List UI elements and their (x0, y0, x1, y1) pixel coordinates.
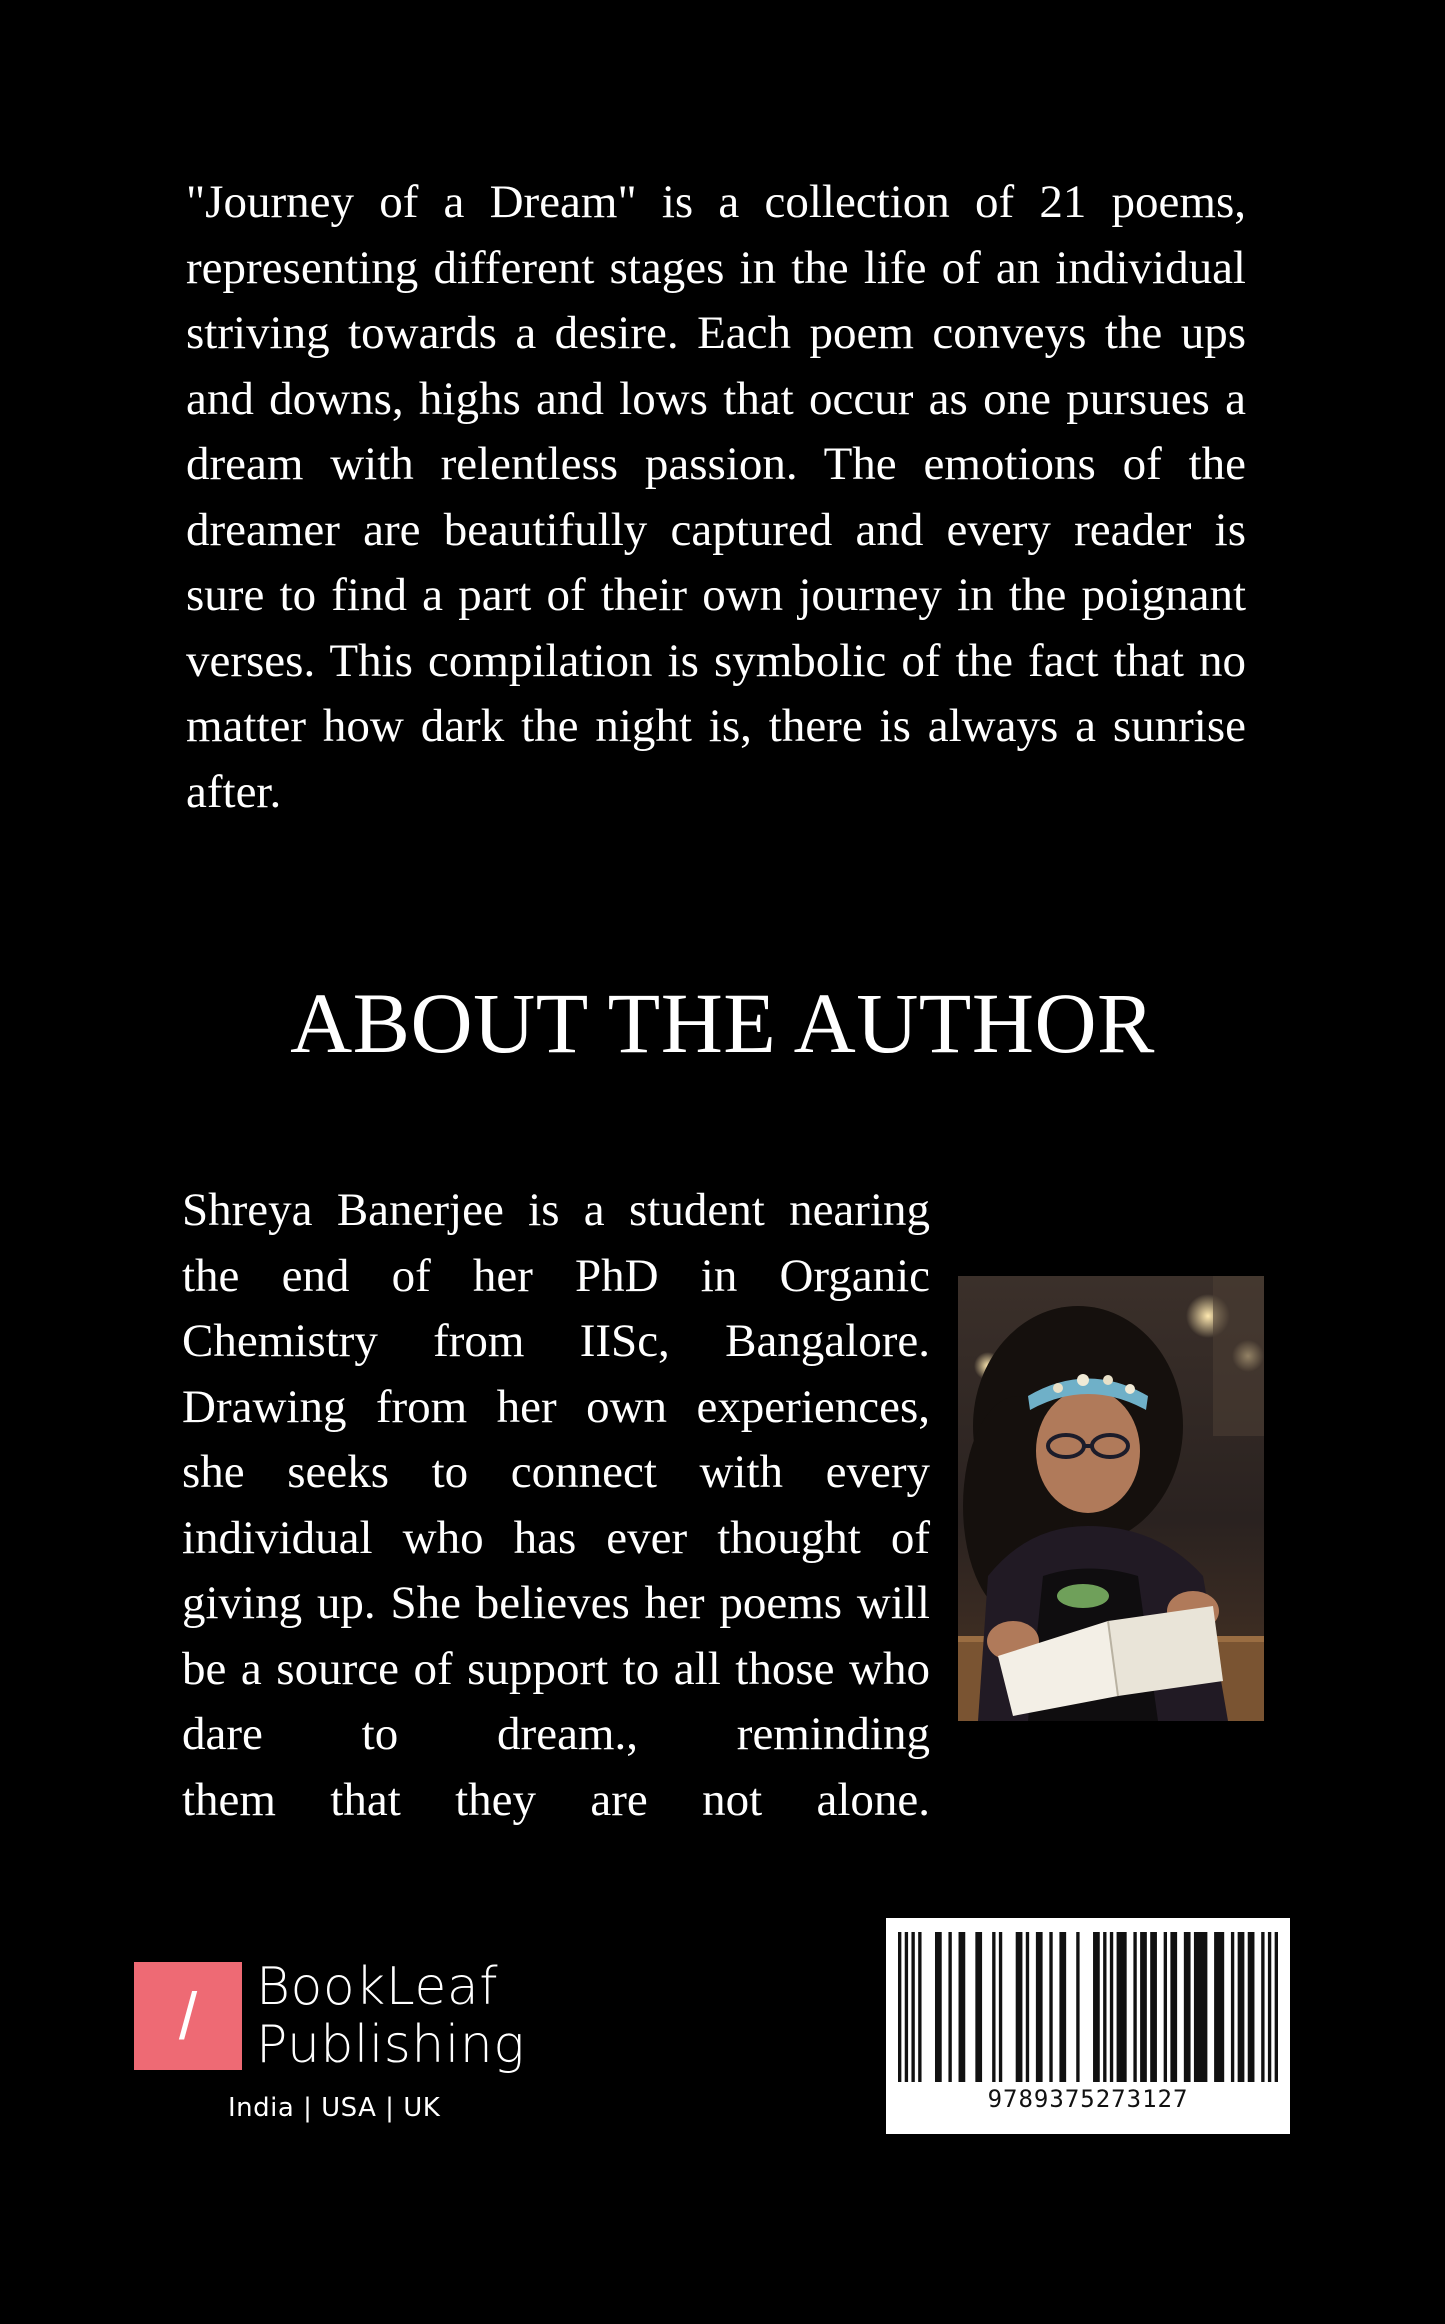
barcode-bar (999, 1932, 1002, 2082)
barcode-bar (911, 1932, 914, 2082)
isbn-number: 9789375273127 (987, 2085, 1189, 2113)
barcode-bar (1140, 1932, 1147, 2082)
barcode-bar (1016, 1932, 1023, 2082)
barcode-bar (1110, 1932, 1113, 2082)
barcode-bar (1093, 1932, 1100, 2082)
publisher-name-line1: BookLeaf (256, 1957, 499, 2017)
barcode-bar (1164, 1932, 1167, 2082)
barcode-bar (1268, 1932, 1271, 2082)
barcode-bar (1231, 1932, 1234, 2082)
barcode-bar (1248, 1932, 1255, 2082)
barcode-bar (1103, 1932, 1106, 2082)
barcode-bar (905, 1932, 908, 2082)
barcode-bar (1275, 1932, 1278, 2082)
author-bio (182, 1178, 930, 1833)
barcode-bar (1184, 1932, 1191, 2082)
barcode-bar (992, 1932, 995, 2082)
barcode-bar (1194, 1932, 1207, 2082)
barcode-bar (1150, 1932, 1157, 2082)
barcode-bar (1036, 1932, 1043, 2082)
barcode-bar (935, 1932, 942, 2082)
author-bio-text: Shreya Banerjee is a student nearing the end of her PhD in Organic Chemistry from IISc, Bangalore. Drawing from her own experiences, she seeks to connect with every individual who has ever thought of giving up. She believes her poems will be a source of support to all those who dare to dream., reminding (182, 1184, 930, 1760)
barcode-bar (1026, 1932, 1029, 2082)
barcode-bar (975, 1932, 982, 2082)
barcode-bar (918, 1932, 921, 2082)
isbn-barcode (886, 1918, 1290, 2134)
about-author-heading: ABOUT THE AUTHOR (290, 975, 1155, 1071)
logo-slash-mark: / (178, 1979, 198, 2053)
barcode-bar (1170, 1932, 1177, 2082)
barcode-bar (948, 1932, 951, 2082)
barcode-bar (898, 1932, 901, 2082)
barcode-bar (1059, 1932, 1066, 2082)
author-photo-illustration (958, 1276, 1264, 1721)
publisher-regions: India | USA | UK (228, 2093, 441, 2123)
publisher-logo (134, 1957, 574, 2132)
publisher-name (256, 1958, 525, 2074)
barcode-bar (1238, 1932, 1245, 2082)
barcode-bar (1133, 1932, 1136, 2082)
author-bio-last-line: them that they are not alone. (182, 1773, 930, 1826)
barcode-bar (959, 1932, 966, 2082)
book-blurb: "Journey of a Dream" is a collection of 21 poems, representing different stages in the life of an individual striving towards a desire. Each poem conveys the ups and downs, highs and lows that occur as one pursues a dream with relentless passion. The emotions of the dreamer are beautifully captured and every reader is sure to find a part of their own journey in the poignant verses. This compilation is symbolic of the fact that no matter how dark the night is, there is always a sunrise after. (186, 176, 1246, 818)
publisher-name-line2: Publishing (256, 2015, 525, 2075)
barcode-bar (1076, 1932, 1079, 2082)
barcode-bar (1214, 1932, 1224, 2082)
author-photo (958, 1276, 1264, 1721)
barcode-bar (1117, 1932, 1127, 2082)
barcode-bar (1049, 1932, 1052, 2082)
barcode-bar (1261, 1932, 1264, 2082)
